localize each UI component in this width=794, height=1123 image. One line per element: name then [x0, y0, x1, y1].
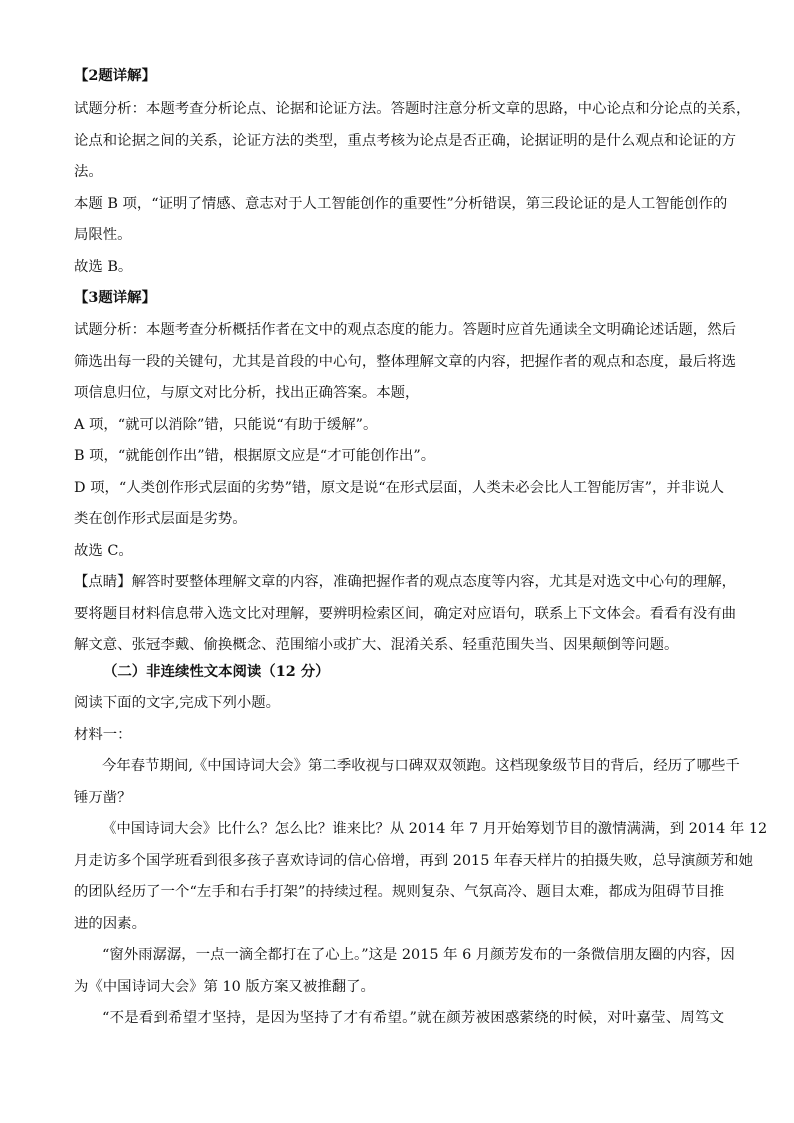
- paragraph-line: 局限性。: [74, 227, 132, 243]
- paragraph-line: 类在创作形式层面是劣势。: [74, 511, 247, 527]
- heading-question-3-explanation: 【3题详解】: [74, 289, 156, 306]
- tip-line: 【点睛】解答时要整体理解文章的内容，准确把握作者的观点态度等内容，尤其是对选文中心句的理解，: [74, 574, 736, 590]
- tip-line: 解文意、张冠李戴、偷换概念、范围缩小或扩大、混淆关系、轻重范围失当、因果颠倒等问题。: [74, 637, 679, 653]
- paragraph-line: 筛选出每一段的关键句，尤其是首段的中心句，整体理解文章的内容，把握作者的观点和态度，最后将选: [74, 354, 736, 370]
- paragraph-line: 法。: [74, 164, 103, 180]
- answer-line: 故选 B。: [74, 259, 133, 275]
- heading-question-2-explanation: 【2题详解】: [74, 67, 156, 84]
- tip-line: 要将题目材料信息带入选文比对理解，要辨明检索区间，确定对应语句，联系上下文体会。看看有没有曲: [74, 606, 736, 622]
- paragraph-line: 试题分析：本题考查分析概括作者在文中的观点态度的能力。答题时应首先通读全文明确论述话题，然后: [74, 322, 736, 338]
- answer-line: 故选 C。: [74, 543, 133, 559]
- material-label: 材料一：: [74, 727, 132, 743]
- material-line: “不是看到希望才坚持，是因为坚持了才有希望。”就在颜芳被困惑萦绕的时候，对叶嘉莹、周笃文: [102, 1010, 724, 1026]
- paragraph-line: 试题分析：本题考查分析论点、论据和论证方法。答题时注意分析文章的思路，中心论点和分论点的关系，: [74, 101, 751, 117]
- material-line: 为《中国诗词大会》第 10 版方案又被推翻了。: [74, 979, 375, 995]
- paragraph-line: 项信息归位，与原文对比分析，找出正确答案。本题，: [74, 385, 420, 401]
- option-a-line: A 项，“就可以消除”错，只能说“有助于缓解”。: [74, 417, 378, 433]
- section-title: （二）非连续性文本阅读（12 分）: [103, 663, 330, 680]
- paragraph-line: 论点和论据之间的关系，论证方法的类型，重点考核为论点是否正确，论据证明的是什么观点和论证的方: [74, 133, 736, 149]
- option-b-line: B 项，“就能创作出”错，根据原文应是“才可能创作出”。: [74, 448, 436, 464]
- instruction-line: 阅读下面的文字,完成下列小题。: [74, 695, 281, 711]
- material-line: 今年春节期间,《中国诗词大会》第二季收视与口碑双双领跑。这档现象级节目的背后，经历了哪些千: [102, 758, 740, 774]
- option-d-line: D 项，“人类创作形式层面的劣势”错，原文是说“在形式层面，人类未必会比人工智能厉害”，并非说人: [74, 480, 724, 496]
- material-line: 进的因素。: [74, 916, 146, 932]
- material-line: 的团队经历了一个“左手和右手打架”的持续过程。规则复杂、气氛高冷、题目太难，都成为阻碍节目推: [74, 884, 724, 900]
- material-line: 《中国诗词大会》比什么？怎么比？谁来比？从 2014 年 7 月开始筹划节目的激情满满，到 2014 年 12: [102, 821, 768, 837]
- material-line: 锤万凿？: [74, 790, 132, 806]
- material-line: 月走访多个国学班看到很多孩子喜欢诗词的信心倍增，再到 2015 年春天样片的拍摄失败，总导演颜芳和她: [74, 853, 753, 869]
- material-line: “窗外雨潺潺，一点一滴全都打在了心上。”这是 2015 年 6 月颜芳发布的一条微信朋友圈的内容，因: [102, 947, 735, 963]
- paragraph-line: 本题 B 项，“证明了情感、意志对于人工智能创作的重要性”分析错误，第三段论证的是人工智能创作的: [74, 196, 728, 212]
